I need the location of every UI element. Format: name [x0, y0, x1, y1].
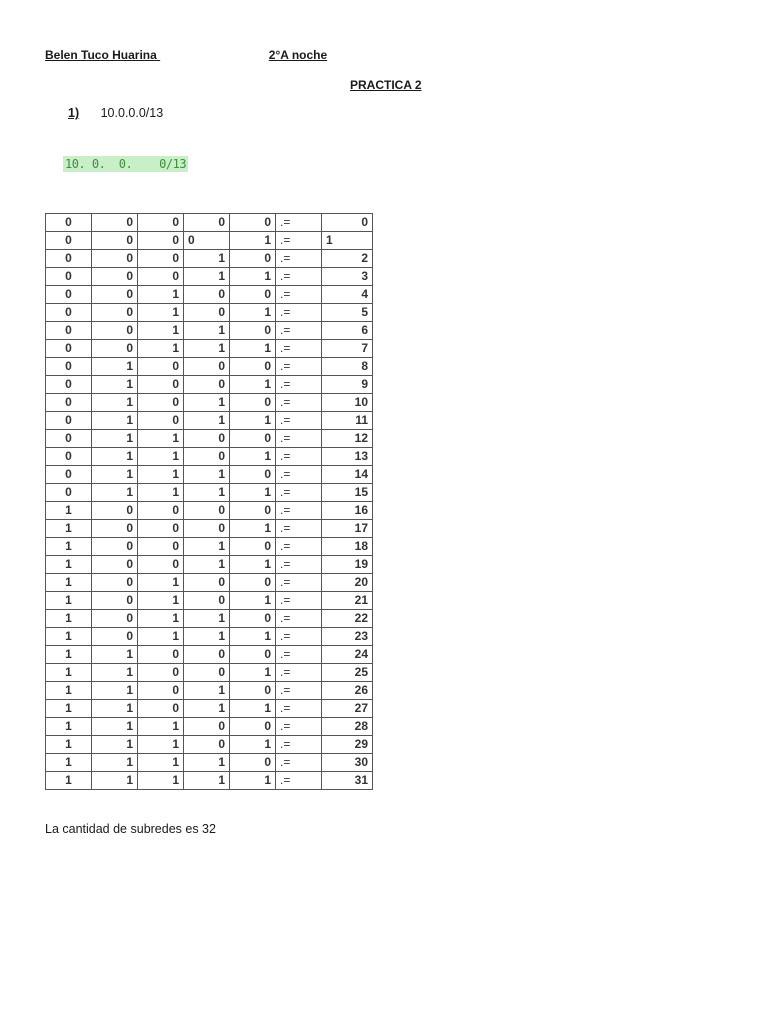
bit-cell: 0 — [46, 322, 92, 340]
decimal-cell: 5 — [322, 304, 373, 322]
decimal-cell: 1 — [322, 232, 373, 250]
equals-cell: .= — [276, 718, 322, 736]
bit-cell: 0 — [184, 574, 230, 592]
bit-cell: 0 — [184, 358, 230, 376]
bit-cell: 0 — [46, 376, 92, 394]
equals-cell: .= — [276, 538, 322, 556]
bit-cell: 0 — [92, 538, 138, 556]
bit-cell: 1 — [230, 304, 276, 322]
underline-gap — [157, 48, 269, 62]
table-row — [46, 412, 373, 430]
decimal-cell: 21 — [322, 592, 373, 610]
bit-cell: 0 — [92, 556, 138, 574]
equals-cell: .= — [276, 412, 322, 430]
decimal-cell: 23 — [322, 628, 373, 646]
equals-cell: .= — [276, 628, 322, 646]
bit-cell: 1 — [92, 736, 138, 754]
bit-cell: 0 — [184, 718, 230, 736]
bit-cell: 0 — [230, 574, 276, 592]
bit-cell: 1 — [92, 430, 138, 448]
decimal-cell: 3 — [322, 268, 373, 286]
table-row — [46, 628, 373, 646]
bit-cell: 0 — [46, 358, 92, 376]
equals-cell: .= — [276, 340, 322, 358]
bit-cell: 0 — [46, 340, 92, 358]
bit-cell: 1 — [138, 718, 184, 736]
equals-cell: .= — [276, 304, 322, 322]
decimal-cell: 25 — [322, 664, 373, 682]
bit-cell: 0 — [92, 232, 138, 250]
exercise-network: 10.0.0.0/13 — [100, 106, 164, 120]
bit-cell: 0 — [184, 232, 230, 250]
bit-cell: 0 — [230, 394, 276, 412]
bit-cell: 0 — [230, 286, 276, 304]
table-row — [46, 718, 373, 736]
bit-cell: 0 — [138, 646, 184, 664]
decimal-cell: 12 — [322, 430, 373, 448]
bit-cell: 0 — [138, 394, 184, 412]
bit-cell: 0 — [230, 610, 276, 628]
bit-cell: 1 — [230, 592, 276, 610]
bit-cell: 0 — [92, 304, 138, 322]
equals-cell: .= — [276, 358, 322, 376]
table-row — [46, 394, 373, 412]
decimal-cell: 15 — [322, 484, 373, 502]
table-row — [46, 556, 373, 574]
table-row — [46, 646, 373, 664]
bit-cell: 1 — [138, 430, 184, 448]
table-row — [46, 232, 373, 250]
table-row — [46, 322, 373, 340]
table-row — [46, 340, 373, 358]
equals-cell: .= — [276, 556, 322, 574]
equals-cell: .= — [276, 592, 322, 610]
subnet-summary: La cantidad de subredes es 32 — [45, 822, 216, 836]
bit-cell: 1 — [184, 556, 230, 574]
bit-cell: 1 — [92, 412, 138, 430]
decimal-cell: 10 — [322, 394, 373, 412]
bit-cell: 0 — [138, 268, 184, 286]
bit-cell: 1 — [46, 628, 92, 646]
bit-cell: 1 — [230, 448, 276, 466]
bit-cell: 1 — [46, 538, 92, 556]
table-row — [46, 772, 373, 790]
bit-cell: 1 — [184, 754, 230, 772]
bit-cell: 0 — [46, 214, 92, 232]
bit-cell: 1 — [46, 520, 92, 538]
bit-cell: 1 — [184, 412, 230, 430]
bit-cell: 1 — [184, 340, 230, 358]
bit-cell: 0 — [46, 412, 92, 430]
bit-cell: 1 — [46, 574, 92, 592]
decimal-cell: 18 — [322, 538, 373, 556]
table-row — [46, 484, 373, 502]
equals-cell: .= — [276, 646, 322, 664]
bit-cell: 1 — [138, 286, 184, 304]
bit-cell: 0 — [46, 394, 92, 412]
bit-cell: 0 — [230, 322, 276, 340]
equals-cell: .= — [276, 448, 322, 466]
bit-cell: 1 — [138, 628, 184, 646]
bit-cell: 0 — [138, 376, 184, 394]
bit-cell: 0 — [184, 214, 230, 232]
bit-cell: 0 — [92, 286, 138, 304]
decimal-cell: 27 — [322, 700, 373, 718]
bit-cell: 0 — [138, 556, 184, 574]
exercise-number: 1) — [68, 106, 80, 120]
equals-cell: .= — [276, 664, 322, 682]
bit-cell: 0 — [184, 286, 230, 304]
equals-cell: .= — [276, 610, 322, 628]
bit-cell: 0 — [230, 430, 276, 448]
equals-cell: .= — [276, 484, 322, 502]
table-row — [46, 610, 373, 628]
bit-cell: 0 — [184, 736, 230, 754]
table-row — [46, 214, 373, 232]
table-row — [46, 304, 373, 322]
bit-cell: 0 — [138, 502, 184, 520]
table-row — [46, 250, 373, 268]
table-row — [46, 430, 373, 448]
equals-cell: .= — [276, 250, 322, 268]
bit-cell: 0 — [92, 268, 138, 286]
highlighted-network: 10. 0. 0. 0/13 — [65, 157, 187, 171]
equals-cell: .= — [276, 286, 322, 304]
bit-cell: 1 — [230, 520, 276, 538]
bit-cell: 1 — [138, 610, 184, 628]
decimal-cell: 16 — [322, 502, 373, 520]
bit-cell: 0 — [46, 484, 92, 502]
bit-cell: 0 — [138, 664, 184, 682]
equals-cell: .= — [276, 232, 322, 250]
bit-cell: 1 — [138, 772, 184, 790]
bit-cell: 1 — [46, 754, 92, 772]
equals-cell: .= — [276, 214, 322, 232]
bit-cell: 0 — [184, 430, 230, 448]
bit-cell: 0 — [138, 700, 184, 718]
decimal-cell: 19 — [322, 556, 373, 574]
bit-cell: 0 — [230, 466, 276, 484]
decimal-cell: 29 — [322, 736, 373, 754]
bit-cell: 0 — [46, 448, 92, 466]
bit-cell: 1 — [184, 394, 230, 412]
decimal-cell: 28 — [322, 718, 373, 736]
table-row — [46, 682, 373, 700]
bit-cell: 0 — [92, 574, 138, 592]
binary-table — [45, 213, 373, 790]
bit-cell: 1 — [92, 682, 138, 700]
table-row — [46, 286, 373, 304]
bit-cell: 1 — [46, 718, 92, 736]
equals-cell: .= — [276, 772, 322, 790]
bit-cell: 1 — [138, 574, 184, 592]
bit-cell: 0 — [92, 520, 138, 538]
bit-cell: 0 — [46, 250, 92, 268]
bit-cell: 0 — [46, 430, 92, 448]
bit-cell: 0 — [230, 214, 276, 232]
equals-cell: .= — [276, 322, 322, 340]
class-group: 2°A noche — [268, 48, 328, 62]
bit-cell: 1 — [230, 556, 276, 574]
table-row — [46, 466, 373, 484]
bit-cell: 0 — [92, 610, 138, 628]
bit-cell: 1 — [46, 592, 92, 610]
bit-cell: 1 — [138, 754, 184, 772]
bit-cell: 0 — [92, 214, 138, 232]
bit-cell: 1 — [230, 736, 276, 754]
equals-cell: .= — [276, 430, 322, 448]
decimal-cell: 26 — [322, 682, 373, 700]
table-row — [46, 592, 373, 610]
bit-cell: 1 — [230, 664, 276, 682]
decimal-cell: 0 — [322, 214, 373, 232]
table-row — [46, 736, 373, 754]
bit-cell: 1 — [138, 322, 184, 340]
bit-cell: 1 — [138, 340, 184, 358]
bit-cell: 1 — [184, 322, 230, 340]
bit-cell: 1 — [46, 736, 92, 754]
bit-cell: 0 — [230, 718, 276, 736]
decimal-cell: 13 — [322, 448, 373, 466]
decimal-cell: 17 — [322, 520, 373, 538]
bit-cell: 1 — [230, 412, 276, 430]
bit-cell: 0 — [138, 538, 184, 556]
bit-cell: 0 — [46, 268, 92, 286]
bit-cell: 0 — [46, 304, 92, 322]
bit-cell: 1 — [46, 646, 92, 664]
bit-cell: 1 — [138, 466, 184, 484]
bit-cell: 0 — [230, 502, 276, 520]
practice-title: PRACTICA 2 — [350, 78, 422, 92]
bit-cell: 0 — [92, 250, 138, 268]
bit-cell: 1 — [92, 772, 138, 790]
bit-cell: 1 — [46, 664, 92, 682]
table-row — [46, 268, 373, 286]
header-line — [45, 48, 327, 62]
bit-cell: 1 — [138, 304, 184, 322]
bit-cell: 1 — [230, 376, 276, 394]
bit-cell: 1 — [138, 484, 184, 502]
decimal-cell: 30 — [322, 754, 373, 772]
table-row — [46, 664, 373, 682]
equals-cell: .= — [276, 682, 322, 700]
bit-cell: 0 — [138, 232, 184, 250]
bit-cell: 1 — [230, 268, 276, 286]
bit-cell: 0 — [92, 628, 138, 646]
bit-cell: 1 — [46, 700, 92, 718]
bit-cell: 1 — [184, 628, 230, 646]
bit-cell: 0 — [230, 754, 276, 772]
bit-cell: 1 — [46, 772, 92, 790]
equals-cell: .= — [276, 466, 322, 484]
bit-cell: 0 — [138, 682, 184, 700]
bit-cell: 1 — [92, 376, 138, 394]
bit-cell: 0 — [46, 232, 92, 250]
bit-cell: 0 — [92, 592, 138, 610]
decimal-cell: 7 — [322, 340, 373, 358]
bit-cell: 1 — [184, 466, 230, 484]
decimal-cell: 22 — [322, 610, 373, 628]
bit-cell: 0 — [92, 502, 138, 520]
equals-cell: .= — [276, 376, 322, 394]
equals-cell: .= — [276, 574, 322, 592]
bit-cell: 1 — [92, 646, 138, 664]
equals-cell: .= — [276, 268, 322, 286]
table-row — [46, 376, 373, 394]
bit-cell: 0 — [184, 304, 230, 322]
table-row — [46, 700, 373, 718]
decimal-cell: 8 — [322, 358, 373, 376]
bit-cell: 0 — [46, 466, 92, 484]
bit-cell: 0 — [184, 592, 230, 610]
bit-cell: 0 — [184, 520, 230, 538]
table-row — [46, 574, 373, 592]
table-row — [46, 520, 373, 538]
bit-cell: 0 — [230, 358, 276, 376]
bit-cell: 1 — [184, 700, 230, 718]
bit-cell: 0 — [184, 376, 230, 394]
bit-cell: 1 — [46, 610, 92, 628]
bit-cell: 1 — [92, 718, 138, 736]
bit-cell: 1 — [230, 700, 276, 718]
decimal-cell: 31 — [322, 772, 373, 790]
bit-cell: 1 — [230, 484, 276, 502]
bit-cell: 0 — [138, 358, 184, 376]
bit-cell: 1 — [46, 556, 92, 574]
decimal-cell: 14 — [322, 466, 373, 484]
table-row — [46, 538, 373, 556]
decimal-cell: 6 — [322, 322, 373, 340]
bit-cell: 0 — [138, 214, 184, 232]
binary-table-body — [46, 214, 373, 790]
bit-cell: 0 — [46, 286, 92, 304]
equals-cell: .= — [276, 754, 322, 772]
bit-cell: 1 — [184, 682, 230, 700]
bit-cell: 1 — [184, 610, 230, 628]
decimal-cell: 20 — [322, 574, 373, 592]
bit-cell: 0 — [138, 520, 184, 538]
bit-cell: 1 — [92, 664, 138, 682]
table-row — [46, 358, 373, 376]
student-name: Belen Tuco Huarina — [45, 48, 157, 62]
bit-cell: 1 — [46, 682, 92, 700]
table-row — [46, 754, 373, 772]
decimal-cell: 4 — [322, 286, 373, 304]
decimal-cell: 2 — [322, 250, 373, 268]
bit-cell: 1 — [92, 700, 138, 718]
bit-cell: 1 — [230, 628, 276, 646]
table-row — [46, 448, 373, 466]
bit-cell: 0 — [230, 250, 276, 268]
equals-cell: .= — [276, 520, 322, 538]
bit-cell: 0 — [138, 250, 184, 268]
bit-cell: 0 — [184, 664, 230, 682]
bit-cell: 1 — [230, 772, 276, 790]
bit-cell: 1 — [184, 250, 230, 268]
bit-cell: 1 — [92, 466, 138, 484]
bit-cell: 0 — [230, 646, 276, 664]
bit-cell: 1 — [184, 538, 230, 556]
bit-cell: 0 — [184, 448, 230, 466]
bit-cell: 1 — [92, 358, 138, 376]
bit-cell: 0 — [184, 646, 230, 664]
bit-cell: 1 — [184, 484, 230, 502]
exercise-line — [68, 106, 163, 120]
bit-cell: 1 — [46, 502, 92, 520]
table-row — [46, 502, 373, 520]
equals-cell: .= — [276, 502, 322, 520]
equals-cell: .= — [276, 394, 322, 412]
bit-cell: 1 — [184, 268, 230, 286]
bit-cell: 1 — [138, 592, 184, 610]
decimal-cell: 11 — [322, 412, 373, 430]
bit-cell: 0 — [230, 538, 276, 556]
bit-cell: 1 — [138, 448, 184, 466]
equals-cell: .= — [276, 736, 322, 754]
bit-cell: 0 — [230, 682, 276, 700]
bit-cell: 1 — [184, 772, 230, 790]
bit-cell: 1 — [230, 340, 276, 358]
bit-cell: 0 — [92, 322, 138, 340]
bit-cell: 1 — [92, 448, 138, 466]
bit-cell: 1 — [92, 484, 138, 502]
decimal-cell: 9 — [322, 376, 373, 394]
bit-cell: 1 — [230, 232, 276, 250]
bit-cell: 1 — [92, 394, 138, 412]
bit-cell: 0 — [92, 340, 138, 358]
bit-cell: 0 — [138, 412, 184, 430]
bit-cell: 1 — [138, 736, 184, 754]
bit-cell: 1 — [92, 754, 138, 772]
bit-cell: 0 — [184, 502, 230, 520]
equals-cell: .= — [276, 700, 322, 718]
decimal-cell: 24 — [322, 646, 373, 664]
